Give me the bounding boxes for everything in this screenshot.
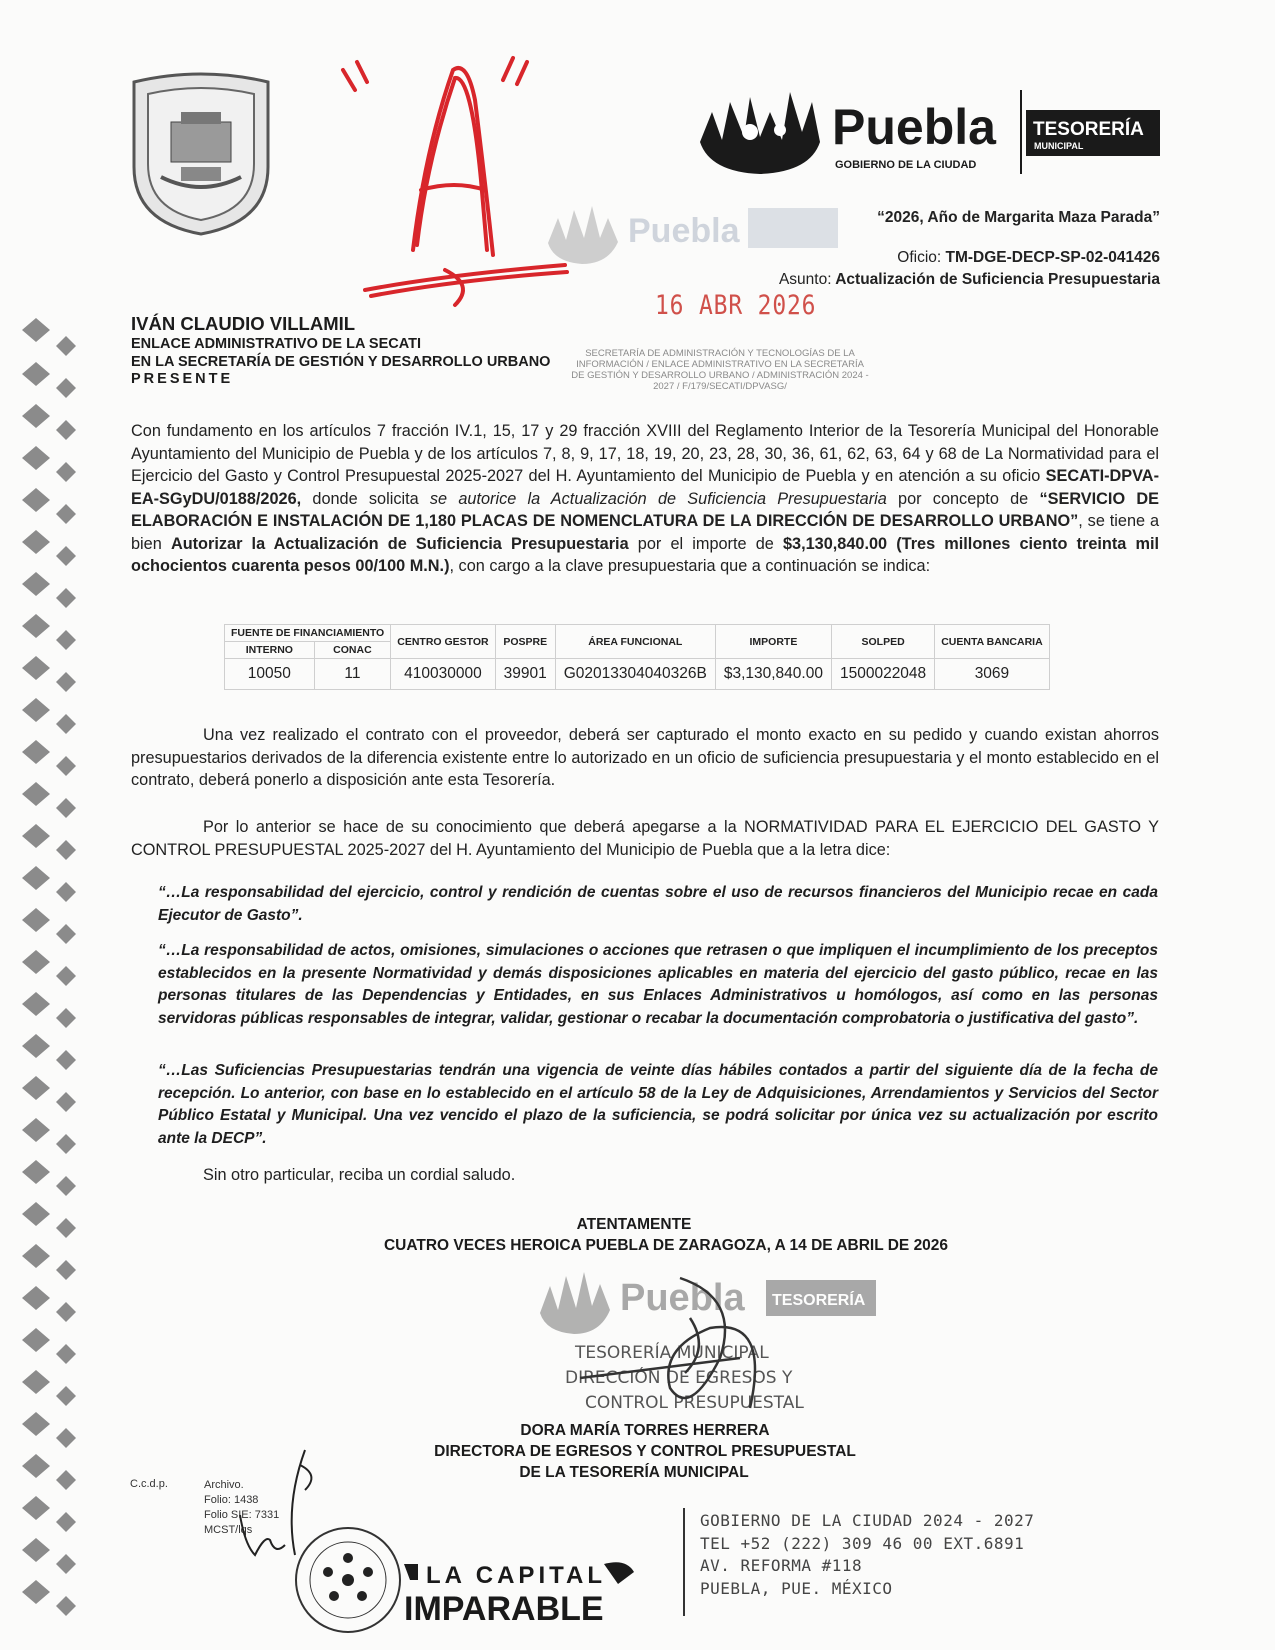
p1-text-e: por el importe de xyxy=(628,534,783,553)
puebla-tesoreria-logo xyxy=(700,82,1160,182)
header-pospre: POSPRE xyxy=(495,625,555,659)
addressee-position-2: EN LA SECRETARÍA DE GESTIÓN Y DESARROLLO URBANO xyxy=(131,354,551,370)
header-solped: SOLPED xyxy=(831,625,934,659)
brand-sub: GOBIERNO DE LA CIUDAD xyxy=(835,159,977,171)
cell-cuenta-bancaria: 3069 xyxy=(935,659,1050,690)
oficio-label: Oficio: xyxy=(897,249,942,266)
svg-text:CONTROL PRESUPUESTAL: CONTROL PRESUPUESTAL xyxy=(585,1393,804,1413)
header-area-funcional: ÁREA FUNCIONAL xyxy=(555,625,715,659)
footer-address-line: GOBIERNO DE LA CIUDAD 2024 - 2027 xyxy=(700,1511,1035,1530)
year-motto: “2026, Año de Margarita Maza Parada” xyxy=(877,209,1160,226)
p1-text-d: , se tiene a bien xyxy=(131,512,1160,553)
slogan-line-1: LA CAPITAL xyxy=(426,1562,606,1589)
addressee-name: IVÁN CLAUDIO VILLAMIL xyxy=(131,313,356,334)
brand-name: Puebla xyxy=(832,99,996,155)
cc-item: Archivo. xyxy=(204,1479,244,1491)
signatory-position-1: DIRECTORA DE EGRESOS Y CONTROL PRESUPUESTAL xyxy=(434,1443,856,1460)
cc-label: C.c.d.p. xyxy=(130,1478,168,1490)
p1-text-c: por concepto de xyxy=(886,489,1040,508)
cell-conac: 11 xyxy=(314,659,391,690)
header-interno: INTERNO xyxy=(225,642,315,659)
p1-amount: $3,130,840.00 (Tres millones ciento treinta mil ochocientos cuarenta pesos 00/100 M.N.) xyxy=(131,534,1159,575)
p1-text-b: donde solicita xyxy=(301,489,430,508)
cell-area-funcional: G02013304040326B xyxy=(555,659,715,690)
footer-address xyxy=(700,1510,1034,1600)
stamp-text: TESORERÍA MUNICIPAL xyxy=(575,1343,769,1363)
svg-text:Puebla: Puebla xyxy=(620,1277,745,1319)
handwritten-a-mark xyxy=(335,40,575,315)
received-stamp-text: SECRETARÍA DE ADMINISTRACIÓN Y TECNOLOGÍAS DE LA INFORMACIÓN / ENLACE ADMINISTRATIVO EN LA SECRETARÍA DE GESTIÓN Y DESARROLLO URBANO / ADMINISTRACIÓN 2024 - 2027 / F/179/SECATI/DPVASG/ xyxy=(571,348,869,392)
budget-key-table xyxy=(224,624,1050,690)
cell-pospre: 39901 xyxy=(495,659,555,690)
cc-item: MCST/lqs xyxy=(204,1524,253,1536)
cell-centro-gestor: 410030000 xyxy=(391,659,495,690)
slogan-line-2: IMPARABLE xyxy=(404,1590,604,1626)
footer-address-line: TEL +52 (222) 309 46 00 EXT.6891 xyxy=(700,1533,1025,1553)
header-fuente: FUENTE DE FINANCIAMIENTO xyxy=(225,625,391,642)
cell-solped: 1500022048 xyxy=(831,659,934,690)
certification-seal xyxy=(288,1520,408,1640)
p1-concept: “SERVICIO DE ELABORACIÓN E INSTALACIÓN DE 1,180 PLACAS DE NOMENCLATURA DE LA DIRECCIÓN DE DESARROLLO URBANO” xyxy=(131,489,1159,530)
header-conac: CONAC xyxy=(314,642,391,659)
received-date-stamp: 16 ABR 2026 xyxy=(655,290,817,321)
header-centro-gestor: CENTRO GESTOR xyxy=(391,625,495,659)
p1-text-a: Con fundamento en los artículos 7 fracción IV.1, 15, 17 y 29 fracción XVIII del Reglamento Interior de la Tesorería Municipal del Honorable Ayuntamiento del Municipio de Puebla y de los artículos 7, 8, 9, 17, 18, 19, 20, 23, 28, 30, 36, 61, 62, 63, 64 y 68 de La Normatividad para el Ejercicio del Gasto y Control Presupuestal 2025-2027 del H. Ayuntamiento del Municipio de Puebla y en atención a su oficio xyxy=(131,422,1159,485)
asunto-line xyxy=(779,271,1160,289)
p1-authorization: Autorizar la Actualización de Suficiencia Presupuestaria xyxy=(170,534,629,553)
p1-text-f: , con cargo a la clave presupuestaria que a continuación se indica: xyxy=(449,557,931,575)
la-capital-imparable-logo xyxy=(404,1556,644,1626)
addressee-greeting: PRESENTE xyxy=(131,371,234,387)
signatory-name: DORA MARÍA TORRES HERRERA xyxy=(520,1422,770,1439)
addressee-position-1: ENLACE ADMINISTRATIVO DE LA SECATI xyxy=(131,336,421,352)
cell-importe: $3,130,840.00 xyxy=(715,659,831,690)
footer-divider xyxy=(683,1508,685,1616)
paragraph-normativity: Por lo anterior se hace de su conocimiento que deberá apegarse a la NORMATIVIDAD PARA EL EJERCICIO DEL GASTO Y CONTROL PRESUPUESTAL 2025-2027 del H. Ayuntamiento del Municipio de Puebla que a la letra dice: xyxy=(131,818,1159,859)
cell-interno: 10050 xyxy=(225,659,315,690)
oficio-number: TM-DGE-DECP-SP-02-041426 xyxy=(945,249,1160,266)
treasury-label: TESORERÍA xyxy=(1033,119,1144,140)
cc-item: Folio SIE: 7331 xyxy=(204,1509,280,1521)
cc-item: Folio: 1438 xyxy=(204,1494,259,1506)
header-cuenta-bancaria: CUENTA BANCARIA xyxy=(935,625,1050,659)
addressee-block xyxy=(131,313,550,387)
closing-salutation: Sin otro particular, reciba un cordial saludo. xyxy=(203,1166,516,1184)
faded-puebla-stamp-logo xyxy=(548,198,838,268)
quote-acts-omissions: “…La responsabilidad de actos, omisiones, simulaciones o acciones que retrasen o que impliquen el incumplimiento de los preceptos establecidos en la presente Normatividad y demás disposiciones aplicables en materia del ejercicio del gasto público, recae en las personas titulares de las Dependencias y Entidades, en sus Enlaces Administrativos u homólogos, así como en las personas servidoras públicas responsables de integrar, validar, gestionar o recabar la documentación comprobatoria o justificativa del gasto”. xyxy=(158,942,1158,1027)
attentively-label: ATENTAMENTE xyxy=(576,1216,692,1233)
table-row xyxy=(225,659,1050,690)
p1-oficio-ref: SECATI-DPVA-EA-SGyDU/0188/2026, xyxy=(131,467,1159,508)
treasury-sub: MUNICIPAL xyxy=(1034,141,1084,151)
svg-text:DIRECCIÓN DE EGRESOS Y: DIRECCIÓN DE EGRESOS Y xyxy=(565,1368,793,1388)
paragraph-foundation xyxy=(131,420,1159,578)
quote-responsibility: “…La responsabilidad del ejercicio, control y rendición de cuentas sobre el uso de recursos financieros del Municipio recae en cada Ejecutor de Gasto”. xyxy=(158,884,1158,924)
signatory-position-2: DE LA TESORERÍA MUNICIPAL xyxy=(519,1464,749,1481)
svg-text:Puebla: Puebla xyxy=(628,212,740,250)
asunto-text: Actualización de Suficiencia Presupuestaria xyxy=(835,271,1160,288)
paragraph-contract: Una vez realizado el contrato con el proveedor, deberá ser capturado el monto exacto en su pedido y cuando existan ahorros presupuestarios derivados de la diferencia existente entre lo autorizado en un oficio de suficiencia presupuestaria y el monto establecido en el contrato, deberá ponerlo a disposición ante esta Tesorería. xyxy=(131,726,1159,789)
svg-text:TESORERÍA: TESORERÍA xyxy=(772,1292,866,1309)
decorative-border xyxy=(22,318,92,1638)
p1-italic-request: se autorice la Actualización de Suficiencia Presupuestaria xyxy=(429,489,887,508)
oficio-number-line xyxy=(897,249,1160,267)
place-date: CUATRO VECES HEROICA PUEBLA DE ZARAGOZA, A 14 DE ABRIL DE 2026 xyxy=(383,1237,949,1254)
asunto-label: Asunto: xyxy=(778,271,832,288)
municipal-seal xyxy=(126,72,276,237)
header-importe: IMPORTE xyxy=(715,625,831,659)
footer-address-line: AV. REFORMA #118 xyxy=(700,1556,863,1575)
quote-validity: “…Las Suficiencias Presupuestarias tendrán una vigencia de veinte días hábiles contados a partir del siguiente día de la fecha de recepción. Lo anterior, con base en lo establecido en el artículo 58 de la Ley de Adquisiciones, Arrendamientos y Servicios del Sector Público Estatal y Municipal. Una vez vencido el plazo de la suficiencia, se podrá solicitar por única vez su actualización por escrito ante la DECP”. xyxy=(158,1062,1158,1147)
footer-address-line: PUEBLA, PUE. MÉXICO xyxy=(700,1578,893,1598)
